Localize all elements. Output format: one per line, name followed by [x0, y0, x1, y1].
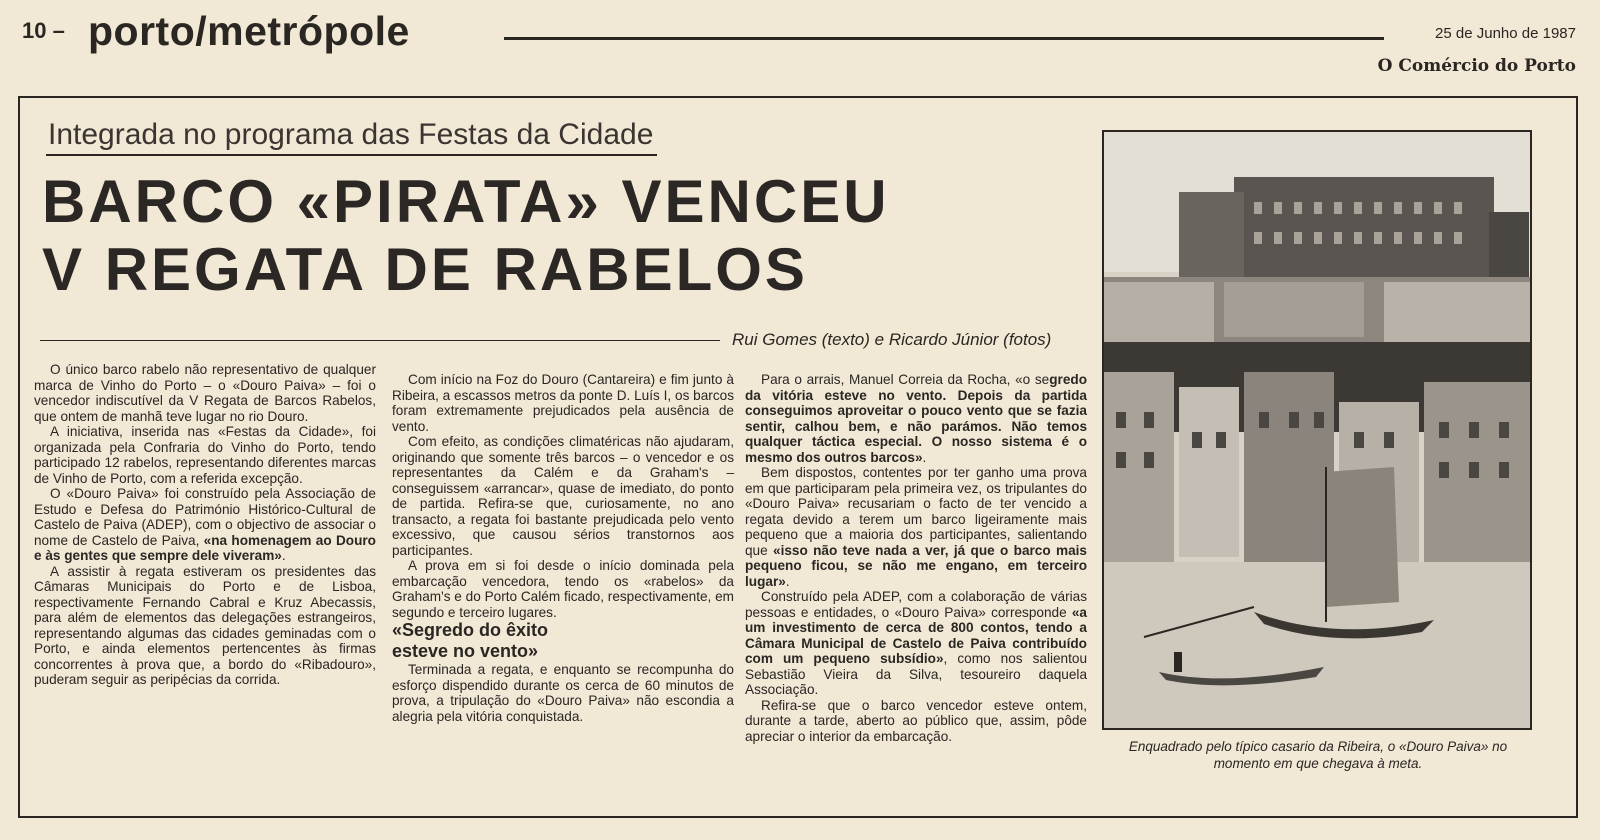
paragraph: Terminada a regata, e enquanto se recompunha do esforço dispendido durante os cerca de 60 minutos de prova, a tripulação do «Douro Paiva» não escondia a alegria pela vitória conquistada.	[392, 662, 734, 724]
paragraph: A prova em si foi desde o início dominada pela embarcação vencedora, tendo os «rabelos» da Graham's e do Porto Calém ficado, respectivamente, em segundo e terceiro lugares.	[392, 558, 734, 620]
byline: Rui Gomes (texto) e Ricardo Júnior (fotos)	[732, 330, 1052, 349]
article-column-3	[745, 372, 1087, 744]
issue-date: 25 de Junho de 1987	[1435, 25, 1576, 42]
paragraph: O «Douro Paiva» foi construído pela Associação de Estudo e Defesa do Património Histórico-Cultural de Castelo de Paiva (ADEP), com o objectivo de associar o nome de Castelo de Paiva, «na homenagem ao Douro e às gentes que sempre dele viveram».	[34, 486, 376, 563]
article-kicker: Integrada no programa das Festas da Cidade	[46, 118, 657, 156]
ribeira-photo-illustration	[1104, 132, 1530, 728]
newspaper-name: O Comércio do Porto	[1377, 56, 1576, 76]
article-headline	[42, 168, 890, 304]
paragraph: Com início na Foz do Douro (Cantareira) e fim junto à Ribeira, a escassos metros da ponte D. Luís I, os barcos foram extremamente prejudicados pela ausência de vento.	[392, 372, 734, 434]
headline-line-2: V REGATA DE RABELOS	[42, 236, 808, 303]
header-rule	[504, 37, 1384, 40]
paragraph: A assistir à regata estiveram os presidentes das Câmaras Municipais do Porto e de Lisboa, respectivamente Fernando Cabral e Kruz Abecassis, para além de elementos das delegações estrangeiros, representando algumas das cidades geminadas com o Porto, e ainda elementos pertencentes às firmas concorrentes à prova que, a bordo do «Ribadouro», puderam seguir as peripécias da corrida.	[34, 563, 376, 687]
photo-caption: Enquadrado pelo típico casario da Ribeira, o «Douro Paiva» no momento em que chegava à meta.	[1128, 739, 1508, 771]
article-photo	[1102, 130, 1532, 730]
headline-line-1: BARCO «PIRATA» VENCEU	[42, 168, 890, 235]
paragraph: Refira-se que o barco vencedor esteve ontem, durante a tarde, aberto ao público que, assim, pôde apreciar o interior da embarcação.	[745, 697, 1087, 744]
page-header	[0, 0, 1600, 90]
paragraph: O único barco rabelo não representativo de qualquer marca de Vinho do Porto – o «Douro Paiva» – foi o vencedor indiscutível da V Regata de Barcos Rabelos, que ontem de manhã teve lugar no rio Douro.	[34, 362, 376, 424]
page-number: 10 –	[22, 18, 65, 43]
column-subheading: «Segredo do êxito esteve no vento»	[392, 620, 549, 661]
paragraph: Para o arrais, Manuel Correia da Rocha, «o segredo da vitória esteve no vento. Depois da partida conseguimos aproveitar o pouco vento que se fazia sentir, calhou bem, e não parámos. Não temos qualquer táctica especial. O nosso sistema é o mesmo dos outros barcos».	[745, 372, 1087, 465]
article-column-1	[34, 362, 376, 688]
section-title: porto/metrópole	[88, 8, 410, 54]
paragraph: Construído pela ADEP, com a colaboração de várias pessoas e entidades, o «Douro Paiva» corresponde «a um investimento de cerca de 800 contos, tendo a Câmara Municipal de Castelo de Paiva contribuído com um pequeno subsídio», como nos salientou Sebastião Vieira da Silva, tesoureiro daquela Associação.	[745, 589, 1088, 697]
paragraph: Bem dispostos, contentes por ter ganho uma prova em que participaram pela primeira vez, os tripulantes do «Douro Paiva» recusariam o facto de ter vencido a regata devido a terem um barco ligeiramente mais pequeno que a maioria dos participantes, salientando que «isso não teve nada a ver, já que o barco mais pequeno ficou, se não me engano, em terceiro lugar».	[745, 465, 1087, 589]
paragraph: Com efeito, as condições climatéricas não ajudaram, originando que somente três barcos – o vencedor e os representantes da Calém e da Graham's – conseguissem «arrancar», quase de imediato, do ponto de partida. Refira-se que, curiosamente, no ano transacto, a regata foi bastante prejudicada pelo vento excessivo, que causou sérios transtornos aos participantes.	[392, 434, 734, 558]
paragraph: A iniciativa, inserida nas «Festas da Cidade», foi organizada pela Confraria do Vinho do Porto, tendo participado 12 rabelos, representando diferentes marcas de Vinho de Porto, com a referida excepção.	[34, 424, 376, 486]
byline-rule	[40, 340, 720, 341]
article-column-2	[392, 372, 734, 724]
